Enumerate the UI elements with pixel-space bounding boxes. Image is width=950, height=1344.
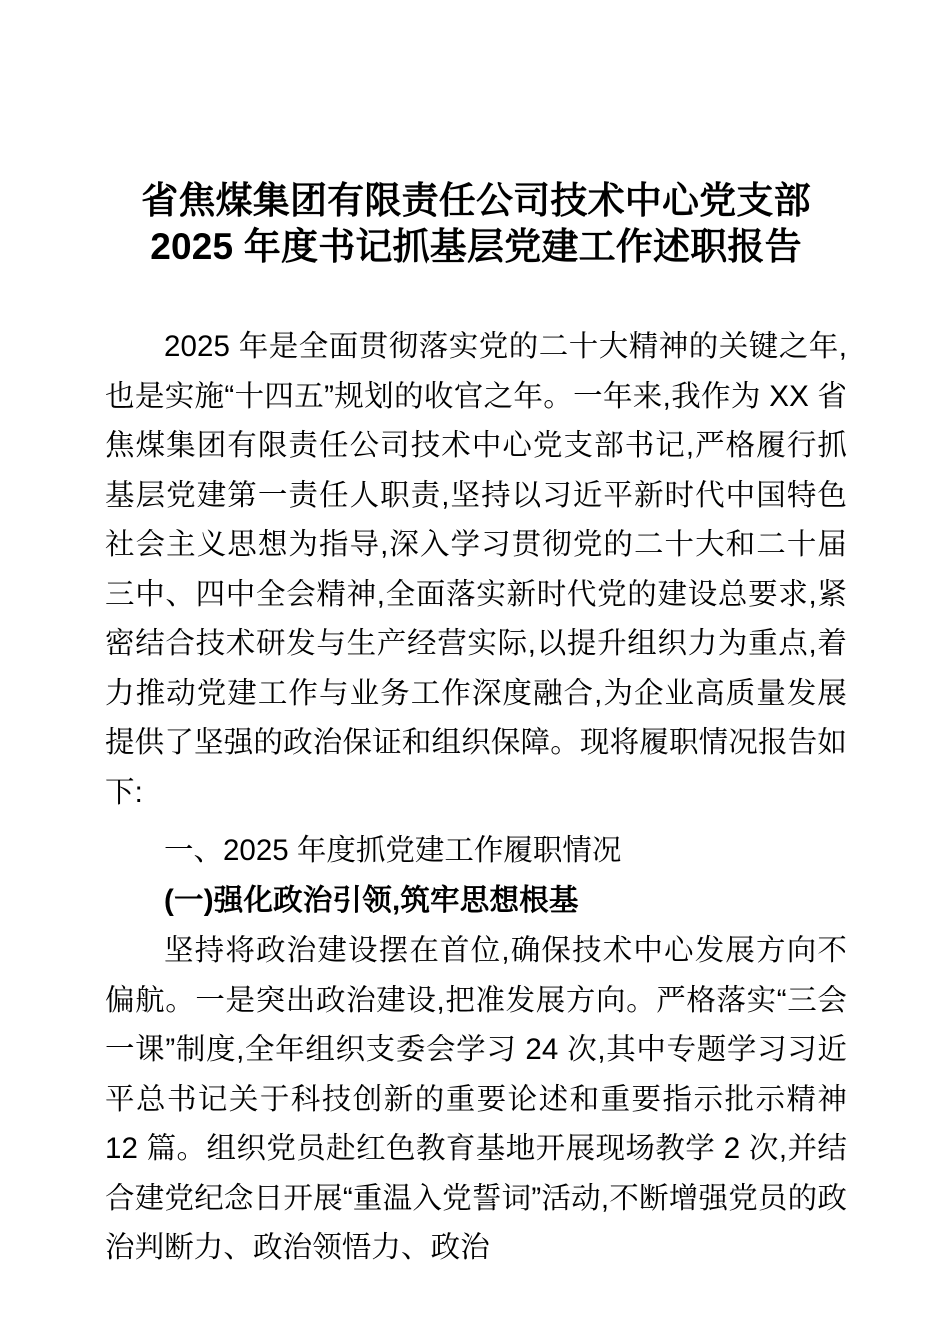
- subsection-paragraph-1-1: 坚持将政治建设摆在首位,确保技术中心发展方向不偏航。一是突出政治建设,把准发展方向。严格落实“三会一课”制度,全年组织支委会学习 24 次,其中专题学习习近平总书记关于科技创新的重要论述和重要指示批示精神 12 篇。组织党员赴红色教育基地开展现场教学 2 次,并结合建党纪念日开展“重温入党誓词”活动,不断增强党员的政治判断力、政治领悟力、政治: [105, 934, 847, 1264]
- subsection-heading-1-1: (一)强化政治引领,筑牢思想根基: [164, 883, 579, 917]
- opening-paragraph: 2025 年是全面贯彻落实党的二十大精神的关键之年,也是实施“十四五”规划的收官之年。一年来,我作为 XX 省焦煤集团有限责任公司技术中心党支部书记,严格履行抓基层党建第一责任人职责,坚持以习近平新时代中国特色社会主义思想为指导,深入学习贯彻党的二十大和二十届三中、四中全会精神,全面落实新时代党的建设总要求,紧密结合技术研发与生产经营实际,以提升组织力为重点,着力推动党建工作与业务工作深度融合,为企业高质量发展提供了坚强的政治保证和组织保障。现将履职情况报告如下:: [105, 330, 847, 809]
- document-content: [105, 0, 847, 1273]
- page-title-line-2: 2025 年度书记抓基层党建工作述职报告: [150, 226, 802, 267]
- page-title: [105, 0, 847, 270]
- page-title-line-1: 省焦煤集团有限责任公司技术中心党支部: [141, 180, 811, 221]
- section-heading-1: 一、2025 年度抓党建工作履职情况: [164, 834, 622, 867]
